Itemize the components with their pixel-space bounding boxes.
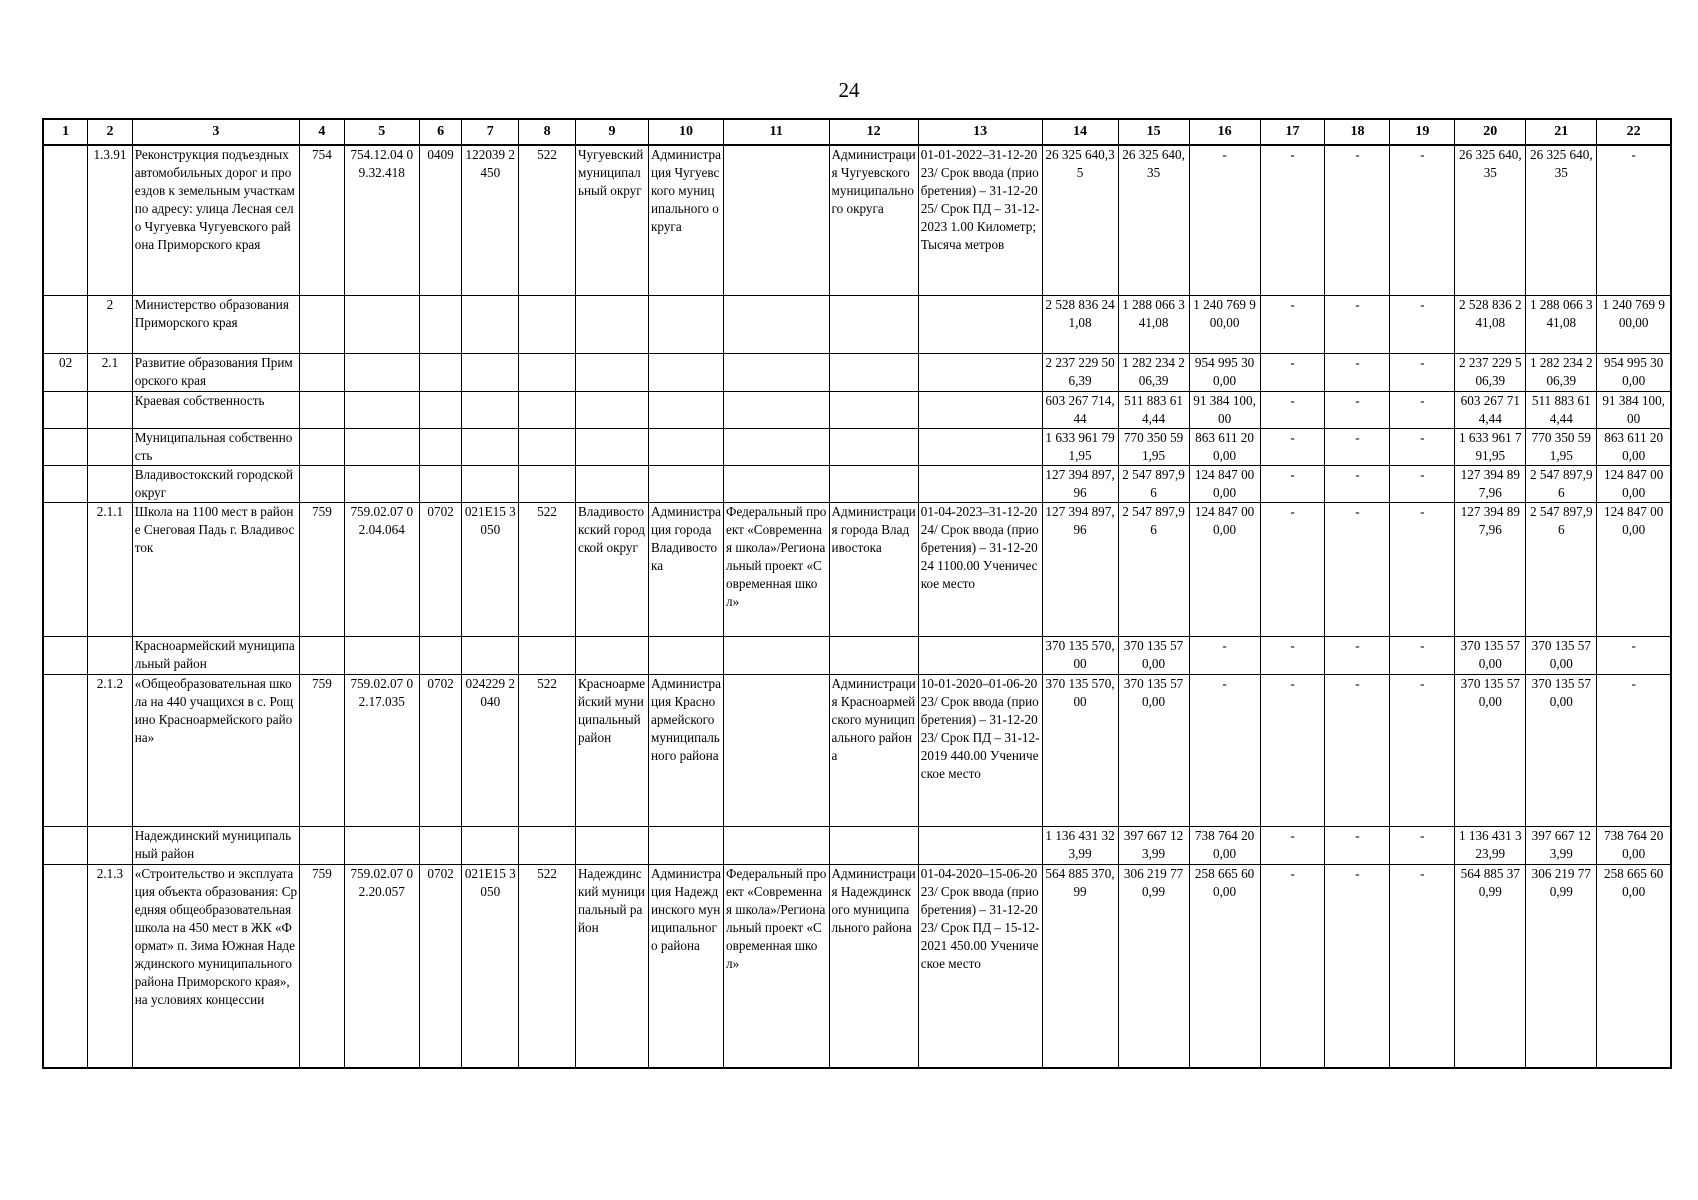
table-cell-col-4: 759 bbox=[300, 864, 345, 1068]
table-cell-col-17: - bbox=[1260, 145, 1325, 295]
table-cell-col-6 bbox=[419, 636, 462, 674]
table-cell-col-4 bbox=[300, 826, 345, 864]
table-cell-col-7: 021E15 3050 bbox=[462, 502, 519, 636]
table-cell-col-9 bbox=[575, 636, 648, 674]
table-cell-col-16: 91 384 100,00 bbox=[1189, 391, 1260, 428]
column-header-21: 21 bbox=[1526, 119, 1597, 145]
table-cell-col-14: 370 135 570,00 bbox=[1042, 674, 1118, 826]
table-cell-col-10 bbox=[649, 391, 724, 428]
table-cell-col-22: 124 847 000,00 bbox=[1597, 502, 1671, 636]
table-cell-col-21: 397 667 123,99 bbox=[1526, 826, 1597, 864]
table-cell-col-2 bbox=[88, 428, 133, 465]
table-cell-col-5: 759.02.07 02.20.057 bbox=[344, 864, 419, 1068]
table-cell-col-8 bbox=[519, 428, 576, 465]
table-cell-col-13 bbox=[918, 295, 1042, 353]
table-cell-col-20: 370 135 570,00 bbox=[1455, 674, 1526, 826]
table-cell-col-18: - bbox=[1325, 465, 1390, 502]
table-cell-col-17: - bbox=[1260, 391, 1325, 428]
table-cell-col-3: Надеждинский муниципальный район bbox=[132, 826, 299, 864]
table-cell-col-16: - bbox=[1189, 636, 1260, 674]
column-header-16: 16 bbox=[1189, 119, 1260, 145]
table-cell-col-19: - bbox=[1390, 502, 1455, 636]
table-cell-col-21: 370 135 570,00 bbox=[1526, 636, 1597, 674]
table-cell-col-10 bbox=[649, 428, 724, 465]
table-cell-col-18: - bbox=[1325, 428, 1390, 465]
page-number: 24 bbox=[838, 78, 860, 102]
table-cell-col-18: - bbox=[1325, 502, 1390, 636]
table-row bbox=[43, 674, 1671, 826]
column-header-19: 19 bbox=[1390, 119, 1455, 145]
table-cell-col-5: 759.02.07 02.04.064 bbox=[344, 502, 419, 636]
table-cell-col-8 bbox=[519, 826, 576, 864]
table-cell-col-13: 10-01-2020–01-06-2023/ Срок ввода (приобретения) – 31-12-2023/ Срок ПД – 31-12-2019 440.00 Ученическое место bbox=[918, 674, 1042, 826]
table-cell-col-16: 954 995 300,00 bbox=[1189, 353, 1260, 391]
table-cell-col-9: Надеждинский муниципальный район bbox=[575, 864, 648, 1068]
table-cell-col-4 bbox=[300, 465, 345, 502]
table-cell-col-14: 1 136 431 323,99 bbox=[1042, 826, 1118, 864]
table-cell-col-15: 370 135 570,00 bbox=[1118, 636, 1189, 674]
table-row bbox=[43, 864, 1671, 1068]
table-cell-col-1: 02 bbox=[43, 353, 88, 391]
table-cell-col-10 bbox=[649, 465, 724, 502]
table-cell-col-14: 26 325 640,35 bbox=[1042, 145, 1118, 295]
column-header-9: 9 bbox=[575, 119, 648, 145]
table-cell-col-17: - bbox=[1260, 295, 1325, 353]
table-cell-col-8 bbox=[519, 636, 576, 674]
table-cell-col-20: 370 135 570,00 bbox=[1455, 636, 1526, 674]
table-cell-col-3: «Общеобразовательная школа на 440 учащихся в с. Рощино Красноармейского района» bbox=[132, 674, 299, 826]
table-cell-col-16: 1 240 769 900,00 bbox=[1189, 295, 1260, 353]
table-cell-col-8 bbox=[519, 391, 576, 428]
table-cell-col-2: 2.1.3 bbox=[88, 864, 133, 1068]
table-cell-col-15: 1 282 234 206,39 bbox=[1118, 353, 1189, 391]
table-cell-col-22: 124 847 000,00 bbox=[1597, 465, 1671, 502]
table-cell-col-4 bbox=[300, 391, 345, 428]
table-cell-col-15: 2 547 897,96 bbox=[1118, 502, 1189, 636]
table-cell-col-11: Федеральный проект «Современная школа»/Региональный проект «Современная школ» bbox=[724, 502, 829, 636]
table-cell-col-16: 738 764 200,00 bbox=[1189, 826, 1260, 864]
table-cell-col-11 bbox=[724, 465, 829, 502]
table-cell-col-9 bbox=[575, 391, 648, 428]
table-cell-col-14: 2 237 229 506,39 bbox=[1042, 353, 1118, 391]
table-cell-col-21: 770 350 591,95 bbox=[1526, 428, 1597, 465]
table-cell-col-7 bbox=[462, 636, 519, 674]
table-cell-col-19: - bbox=[1390, 826, 1455, 864]
table-cell-col-19: - bbox=[1390, 636, 1455, 674]
table-cell-col-11 bbox=[724, 826, 829, 864]
table-cell-col-6 bbox=[419, 391, 462, 428]
table-cell-col-1 bbox=[43, 145, 88, 295]
table-cell-col-9 bbox=[575, 295, 648, 353]
table-cell-col-20: 2 528 836 241,08 bbox=[1455, 295, 1526, 353]
table-cell-col-6 bbox=[419, 353, 462, 391]
table-cell-col-16: - bbox=[1189, 674, 1260, 826]
table-cell-col-7 bbox=[462, 465, 519, 502]
table-row bbox=[43, 636, 1671, 674]
table-header-row bbox=[43, 119, 1671, 145]
table-cell-col-7 bbox=[462, 826, 519, 864]
table-cell-col-18: - bbox=[1325, 636, 1390, 674]
table-cell-col-11 bbox=[724, 674, 829, 826]
table-cell-col-22: - bbox=[1597, 636, 1671, 674]
table-cell-col-6 bbox=[419, 465, 462, 502]
table-cell-col-5 bbox=[344, 428, 419, 465]
table-cell-col-22: - bbox=[1597, 145, 1671, 295]
table-cell-col-8 bbox=[519, 295, 576, 353]
table-cell-col-22: 738 764 200,00 bbox=[1597, 826, 1671, 864]
table-cell-col-9 bbox=[575, 465, 648, 502]
table-cell-col-21: 2 547 897,96 bbox=[1526, 502, 1597, 636]
table-cell-col-7: 122039 2450 bbox=[462, 145, 519, 295]
table-cell-col-10 bbox=[649, 295, 724, 353]
table-cell-col-14: 2 528 836 241,08 bbox=[1042, 295, 1118, 353]
table-cell-col-4 bbox=[300, 295, 345, 353]
table-cell-col-17: - bbox=[1260, 465, 1325, 502]
table-cell-col-19: - bbox=[1390, 391, 1455, 428]
budget-table bbox=[42, 118, 1672, 1069]
table-cell-col-4 bbox=[300, 636, 345, 674]
table-cell-col-17: - bbox=[1260, 353, 1325, 391]
table-cell-col-8 bbox=[519, 465, 576, 502]
table-cell-col-12: Администрация Надеждинского муниципального района bbox=[829, 864, 918, 1068]
table-cell-col-9: Владивостокский городской округ bbox=[575, 502, 648, 636]
table-cell-col-16: 863 611 200,00 bbox=[1189, 428, 1260, 465]
table-cell-col-2 bbox=[88, 826, 133, 864]
column-header-4: 4 bbox=[300, 119, 345, 145]
column-header-12: 12 bbox=[829, 119, 918, 145]
table-cell-col-1 bbox=[43, 428, 88, 465]
table-cell-col-11 bbox=[724, 391, 829, 428]
table-cell-col-16: - bbox=[1189, 145, 1260, 295]
table-cell-col-3: Красноармейский муниципальный район bbox=[132, 636, 299, 674]
table-cell-col-13: 01-04-2023–31-12-2024/ Срок ввода (приобретения) – 31-12-2024 1100.00 Ученическое место bbox=[918, 502, 1042, 636]
table-cell-col-17: - bbox=[1260, 428, 1325, 465]
table-cell-col-11 bbox=[724, 428, 829, 465]
table-cell-col-15: 2 547 897,96 bbox=[1118, 465, 1189, 502]
table-cell-col-19: - bbox=[1390, 145, 1455, 295]
table-cell-col-5 bbox=[344, 391, 419, 428]
table-cell-col-6: 0409 bbox=[419, 145, 462, 295]
table-cell-col-17: - bbox=[1260, 636, 1325, 674]
table-cell-col-19: - bbox=[1390, 295, 1455, 353]
table-cell-col-12 bbox=[829, 391, 918, 428]
table-cell-col-14: 127 394 897,96 bbox=[1042, 502, 1118, 636]
column-header-5: 5 bbox=[344, 119, 419, 145]
table-cell-col-12 bbox=[829, 826, 918, 864]
table-cell-col-11: Федеральный проект «Современная школа»/Региональный проект «Современная школ» bbox=[724, 864, 829, 1068]
table-cell-col-17: - bbox=[1260, 826, 1325, 864]
table-row bbox=[43, 428, 1671, 465]
table-cell-col-5 bbox=[344, 636, 419, 674]
table-cell-col-8: 522 bbox=[519, 864, 576, 1068]
column-header-10: 10 bbox=[649, 119, 724, 145]
table-cell-col-18: - bbox=[1325, 145, 1390, 295]
column-header-2: 2 bbox=[88, 119, 133, 145]
table-cell-col-18: - bbox=[1325, 353, 1390, 391]
table-cell-col-13 bbox=[918, 428, 1042, 465]
table-cell-col-7 bbox=[462, 428, 519, 465]
table-cell-col-8: 522 bbox=[519, 145, 576, 295]
table-cell-col-10: Администрация города Владивостока bbox=[649, 502, 724, 636]
table-cell-col-14: 603 267 714,44 bbox=[1042, 391, 1118, 428]
table-cell-col-16: 124 847 000,00 bbox=[1189, 502, 1260, 636]
table-cell-col-19: - bbox=[1390, 674, 1455, 826]
table-cell-col-6 bbox=[419, 826, 462, 864]
table-row bbox=[43, 391, 1671, 428]
table-cell-col-10 bbox=[649, 636, 724, 674]
table-cell-col-15: 511 883 614,44 bbox=[1118, 391, 1189, 428]
table-cell-col-22: 863 611 200,00 bbox=[1597, 428, 1671, 465]
table-cell-col-13: 01-01-2022–31-12-2023/ Срок ввода (приобретения) – 31-12-2025/ Срок ПД – 31-12-2023 1.00 Километр; Тысяча метров bbox=[918, 145, 1042, 295]
table-cell-col-3: Развитие образования Приморского края bbox=[132, 353, 299, 391]
table-cell-col-15: 397 667 123,99 bbox=[1118, 826, 1189, 864]
table-cell-col-11 bbox=[724, 295, 829, 353]
table-cell-col-17: - bbox=[1260, 502, 1325, 636]
table-row bbox=[43, 353, 1671, 391]
table-cell-col-9: Красноармейский муниципальный район bbox=[575, 674, 648, 826]
table-cell-col-10: Администрация Красноармейского муниципального района bbox=[649, 674, 724, 826]
table-cell-col-2 bbox=[88, 465, 133, 502]
table-cell-col-12 bbox=[829, 428, 918, 465]
table-cell-col-8 bbox=[519, 353, 576, 391]
table-cell-col-9 bbox=[575, 353, 648, 391]
table-cell-col-6 bbox=[419, 428, 462, 465]
table-cell-col-9: Чугуевский муниципальный округ bbox=[575, 145, 648, 295]
column-header-18: 18 bbox=[1325, 119, 1390, 145]
table-cell-col-21: 26 325 640,35 bbox=[1526, 145, 1597, 295]
table-cell-col-12: Администрация города Владивостока bbox=[829, 502, 918, 636]
table-cell-col-2: 1.3.91 bbox=[88, 145, 133, 295]
table-cell-col-5: 754.12.04 09.32.418 bbox=[344, 145, 419, 295]
table-cell-col-20: 1 633 961 791,95 bbox=[1455, 428, 1526, 465]
table-cell-col-7 bbox=[462, 295, 519, 353]
table-cell-col-19: - bbox=[1390, 465, 1455, 502]
column-header-6: 6 bbox=[419, 119, 462, 145]
table-cell-col-4 bbox=[300, 428, 345, 465]
table-cell-col-13 bbox=[918, 826, 1042, 864]
table-cell-col-10: Администрация Надеждинского муниципального района bbox=[649, 864, 724, 1068]
table-cell-col-20: 26 325 640,35 bbox=[1455, 145, 1526, 295]
table-cell-col-16: 258 665 600,00 bbox=[1189, 864, 1260, 1068]
table-cell-col-9 bbox=[575, 428, 648, 465]
table-cell-col-12 bbox=[829, 465, 918, 502]
table-cell-col-6 bbox=[419, 295, 462, 353]
table-cell-col-1 bbox=[43, 391, 88, 428]
table-cell-col-1 bbox=[43, 636, 88, 674]
table-cell-col-15: 26 325 640,35 bbox=[1118, 145, 1189, 295]
table-cell-col-5 bbox=[344, 353, 419, 391]
column-header-8: 8 bbox=[519, 119, 576, 145]
table-cell-col-21: 370 135 570,00 bbox=[1526, 674, 1597, 826]
table-cell-col-5 bbox=[344, 826, 419, 864]
table-cell-col-12: Администрация Чугуевского муниципального округа bbox=[829, 145, 918, 295]
table-cell-col-3: Краевая собственность bbox=[132, 391, 299, 428]
table-cell-col-1 bbox=[43, 864, 88, 1068]
table-row bbox=[43, 502, 1671, 636]
table-cell-col-5 bbox=[344, 295, 419, 353]
column-header-20: 20 bbox=[1455, 119, 1526, 145]
column-header-1: 1 bbox=[43, 119, 88, 145]
table-row bbox=[43, 145, 1671, 295]
table-cell-col-3: Министерство образования Приморского края bbox=[132, 295, 299, 353]
table-cell-col-1 bbox=[43, 465, 88, 502]
table-cell-col-12 bbox=[829, 295, 918, 353]
table-cell-col-7: 021E15 3050 bbox=[462, 864, 519, 1068]
table-cell-col-1 bbox=[43, 826, 88, 864]
table-cell-col-2: 2.1.2 bbox=[88, 674, 133, 826]
table-cell-col-7 bbox=[462, 353, 519, 391]
column-header-22: 22 bbox=[1597, 119, 1671, 145]
table-cell-col-17: - bbox=[1260, 674, 1325, 826]
table-cell-col-13 bbox=[918, 636, 1042, 674]
table-cell-col-18: - bbox=[1325, 864, 1390, 1068]
table-cell-col-3: Школа на 1100 мест в районе Снеговая Падь г. Владивосток bbox=[132, 502, 299, 636]
column-header-13: 13 bbox=[918, 119, 1042, 145]
table-cell-col-1 bbox=[43, 295, 88, 353]
table-cell-col-5: 759.02.07 02.17.035 bbox=[344, 674, 419, 826]
table-cell-col-14: 564 885 370,99 bbox=[1042, 864, 1118, 1068]
table-cell-col-22: 91 384 100,00 bbox=[1597, 391, 1671, 428]
table-cell-col-10 bbox=[649, 353, 724, 391]
column-header-14: 14 bbox=[1042, 119, 1118, 145]
table-cell-col-3: Владивостокский городской округ bbox=[132, 465, 299, 502]
table-cell-col-6: 0702 bbox=[419, 674, 462, 826]
table-cell-col-15: 1 288 066 341,08 bbox=[1118, 295, 1189, 353]
table-cell-col-13 bbox=[918, 465, 1042, 502]
table-cell-col-20: 127 394 897,96 bbox=[1455, 465, 1526, 502]
table-cell-col-12 bbox=[829, 353, 918, 391]
table-cell-col-17: - bbox=[1260, 864, 1325, 1068]
column-header-15: 15 bbox=[1118, 119, 1189, 145]
column-header-11: 11 bbox=[724, 119, 829, 145]
table-cell-col-22: 954 995 300,00 bbox=[1597, 353, 1671, 391]
table-cell-col-18: - bbox=[1325, 826, 1390, 864]
table-cell-col-11 bbox=[724, 145, 829, 295]
table-cell-col-9 bbox=[575, 826, 648, 864]
table-cell-col-11 bbox=[724, 353, 829, 391]
table-cell-col-1 bbox=[43, 674, 88, 826]
table-cell-col-2 bbox=[88, 391, 133, 428]
table-cell-col-13 bbox=[918, 391, 1042, 428]
table-cell-col-8: 522 bbox=[519, 674, 576, 826]
table-cell-col-21: 1 288 066 341,08 bbox=[1526, 295, 1597, 353]
table-cell-col-4: 754 bbox=[300, 145, 345, 295]
table-cell-col-2: 2.1 bbox=[88, 353, 133, 391]
table-cell-col-2: 2.1.1 bbox=[88, 502, 133, 636]
table-cell-col-14: 1 633 961 791,95 bbox=[1042, 428, 1118, 465]
table-cell-col-20: 127 394 897,96 bbox=[1455, 502, 1526, 636]
table-cell-col-10 bbox=[649, 826, 724, 864]
table-cell-col-10: Администрация Чугуевского муниципального округа bbox=[649, 145, 724, 295]
table-cell-col-1 bbox=[43, 502, 88, 636]
table-cell-col-11 bbox=[724, 636, 829, 674]
table-cell-col-21: 306 219 770,99 bbox=[1526, 864, 1597, 1068]
table-cell-col-18: - bbox=[1325, 295, 1390, 353]
table-cell-col-20: 1 136 431 323,99 bbox=[1455, 826, 1526, 864]
table-cell-col-7 bbox=[462, 391, 519, 428]
table-cell-col-3: Муниципальная собственность bbox=[132, 428, 299, 465]
table-cell-col-21: 511 883 614,44 bbox=[1526, 391, 1597, 428]
table-cell-col-14: 127 394 897,96 bbox=[1042, 465, 1118, 502]
table-cell-col-20: 2 237 229 506,39 bbox=[1455, 353, 1526, 391]
table-cell-col-18: - bbox=[1325, 674, 1390, 826]
table-cell-col-4: 759 bbox=[300, 502, 345, 636]
table-cell-col-20: 603 267 714,44 bbox=[1455, 391, 1526, 428]
table-cell-col-13: 01-04-2020–15-06-2023/ Срок ввода (приобретения) – 31-12-2023/ Срок ПД – 15-12-2021 450.00 Ученическое место bbox=[918, 864, 1042, 1068]
table-cell-col-12: Администрация Красноармейского муниципального района bbox=[829, 674, 918, 826]
table-cell-col-15: 306 219 770,99 bbox=[1118, 864, 1189, 1068]
table-cell-col-13 bbox=[918, 353, 1042, 391]
table-cell-col-4 bbox=[300, 353, 345, 391]
table-cell-col-6: 0702 bbox=[419, 502, 462, 636]
table-cell-col-15: 770 350 591,95 bbox=[1118, 428, 1189, 465]
table-cell-col-2: 2 bbox=[88, 295, 133, 353]
table-cell-col-3: Реконструкция подъездных автомобильных дорог и проездов к земельным участкам по адресу: улица Лесная село Чугуевка Чугуевского района Приморского края bbox=[132, 145, 299, 295]
table-cell-col-3: «Строительство и эксплуатация объекта образования: Средняя общеобразовательная школа на 450 мест в ЖК «Формат» п. Зима Южная Надеждинского муниципального района Приморского края», на условиях концессии bbox=[132, 864, 299, 1068]
table-cell-col-6: 0702 bbox=[419, 864, 462, 1068]
table-cell-col-7: 024229 2040 bbox=[462, 674, 519, 826]
table-row bbox=[43, 465, 1671, 502]
table-cell-col-19: - bbox=[1390, 353, 1455, 391]
table-row bbox=[43, 295, 1671, 353]
table-cell-col-2 bbox=[88, 636, 133, 674]
table-cell-col-15: 370 135 570,00 bbox=[1118, 674, 1189, 826]
table-cell-col-21: 1 282 234 206,39 bbox=[1526, 353, 1597, 391]
column-header-7: 7 bbox=[462, 119, 519, 145]
table-cell-col-4: 759 bbox=[300, 674, 345, 826]
table-cell-col-21: 2 547 897,96 bbox=[1526, 465, 1597, 502]
table-cell-col-20: 564 885 370,99 bbox=[1455, 864, 1526, 1068]
table-cell-col-22: - bbox=[1597, 674, 1671, 826]
table-cell-col-12 bbox=[829, 636, 918, 674]
column-header-17: 17 bbox=[1260, 119, 1325, 145]
table-cell-col-14: 370 135 570,00 bbox=[1042, 636, 1118, 674]
table-cell-col-22: 1 240 769 900,00 bbox=[1597, 295, 1671, 353]
table-cell-col-8: 522 bbox=[519, 502, 576, 636]
table-cell-col-5 bbox=[344, 465, 419, 502]
table-row bbox=[43, 826, 1671, 864]
table-cell-col-16: 124 847 000,00 bbox=[1189, 465, 1260, 502]
table-cell-col-19: - bbox=[1390, 428, 1455, 465]
column-header-3: 3 bbox=[132, 119, 299, 145]
table-cell-col-19: - bbox=[1390, 864, 1455, 1068]
table-cell-col-18: - bbox=[1325, 391, 1390, 428]
table-cell-col-22: 258 665 600,00 bbox=[1597, 864, 1671, 1068]
